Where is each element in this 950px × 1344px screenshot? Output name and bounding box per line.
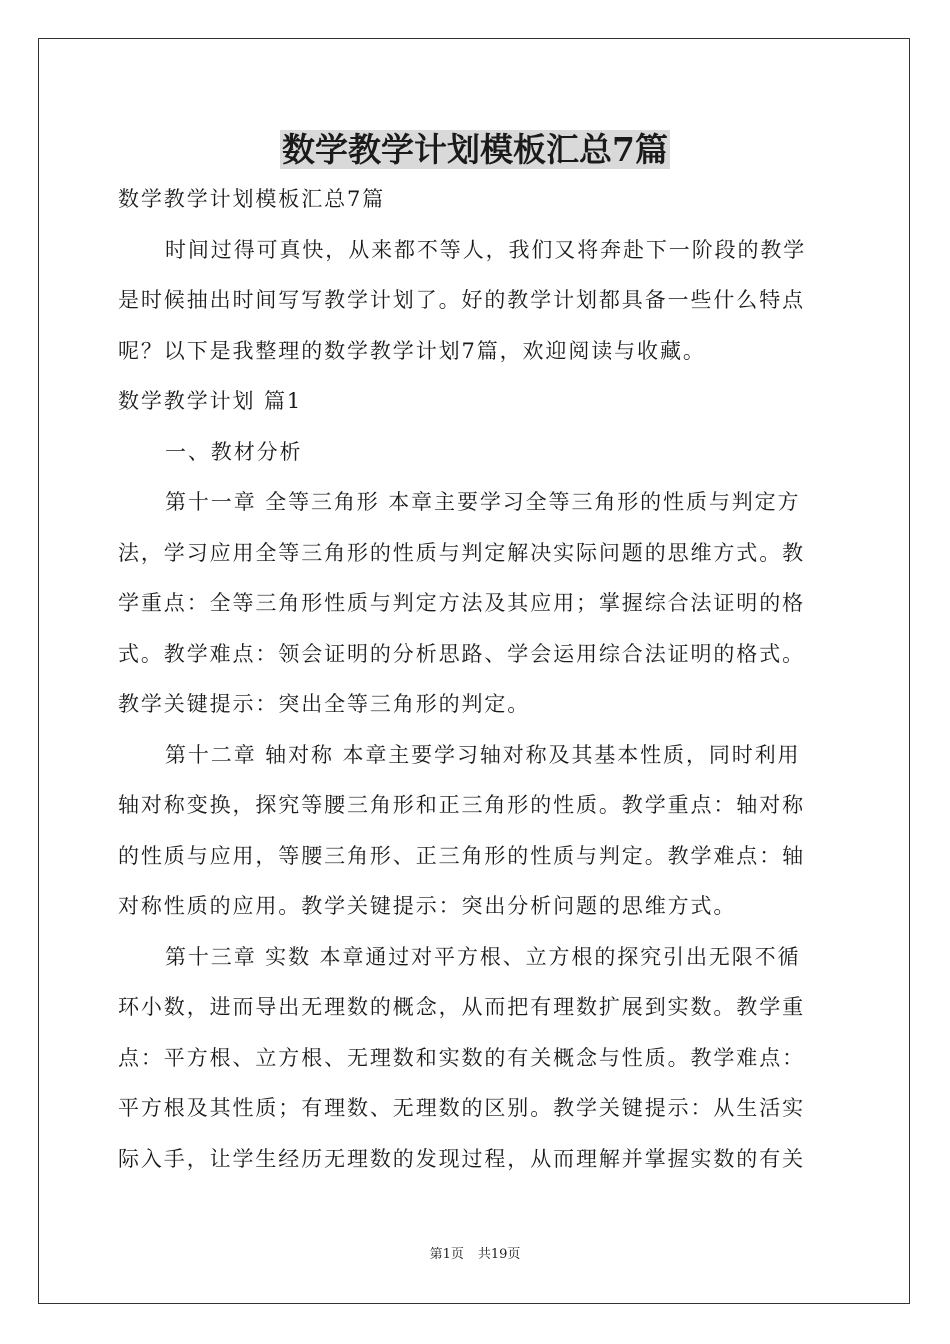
paragraph-line: 际入手，让学生经历无理数的发现过程，从而理解并掌握实数的有关 [118, 1146, 805, 1171]
subsection-heading: 一、教材分析 [165, 439, 303, 464]
paragraph-line: 点：平方根、立方根、无理数和实数的有关概念与性质。教学难点： [118, 1045, 805, 1070]
paragraph-line: 数学教学计划模板汇总7篇 [118, 187, 386, 211]
document-body [118, 174, 836, 1184]
paragraph-line: 轴对称变换，探究等腰三角形和正三角形的性质。教学重点：轴对称 [118, 793, 805, 817]
paragraph-line: 是时候抽出时间写写教学计划了。好的教学计划都具备一些什么特点 [118, 288, 805, 312]
paragraph-line: 环小数，进而导出无理数的概念，从而把有理数扩展到实数。教学重 [118, 995, 805, 1019]
paragraph-line: 式。教学难点：领会证明的分析思路、学会运用综合法证明的格式。 [118, 641, 805, 666]
paragraph-line: 呢？以下是我整理的数学教学计划7篇，欢迎阅读与收藏。 [118, 338, 706, 363]
paragraph-line: 第十三章 实数 本章通过对平方根、立方根的探究引出无限不循 [165, 944, 801, 969]
document-title-text: 数学教学计划模板汇总7篇 [282, 130, 668, 169]
paragraph-line: 法，学习应用全等三角形的性质与判定解决实际问题的思维方式。教 [118, 540, 805, 565]
paragraph-line: 学重点：全等三角形性质与判定方法及其应用；掌握综合法证明的格 [118, 591, 805, 615]
page-total: 共19页 [477, 1247, 521, 1262]
paragraph-line: 时间过得可真快，从来都不等人，我们又将奔赴下一阶段的教学 [165, 237, 807, 262]
section-heading: 数学教学计划 篇1 [118, 389, 303, 413]
page-number: 第1页 [429, 1247, 464, 1262]
paragraph-line: 对称性质的应用。教学关键提示：突出分析问题的思维方式。 [118, 894, 737, 918]
page-footer [0, 1246, 950, 1264]
paragraph-line: 教学关键提示：突出全等三角形的判定。 [118, 692, 531, 716]
paragraph-line: 的性质与应用，等腰三角形、正三角形的性质与判定。教学难点：轴 [118, 843, 805, 868]
paragraph-line: 第十一章 全等三角形 本章主要学习全等三角形的性质与判定方 [165, 490, 801, 514]
paragraph-line: 第十二章 轴对称 本章主要学习轴对称及其基本性质，同时利用 [165, 742, 801, 767]
document-title [0, 128, 950, 172]
paragraph-line: 平方根及其性质；有理数、无理数的区别。教学关键提示：从生活实 [118, 1096, 805, 1120]
